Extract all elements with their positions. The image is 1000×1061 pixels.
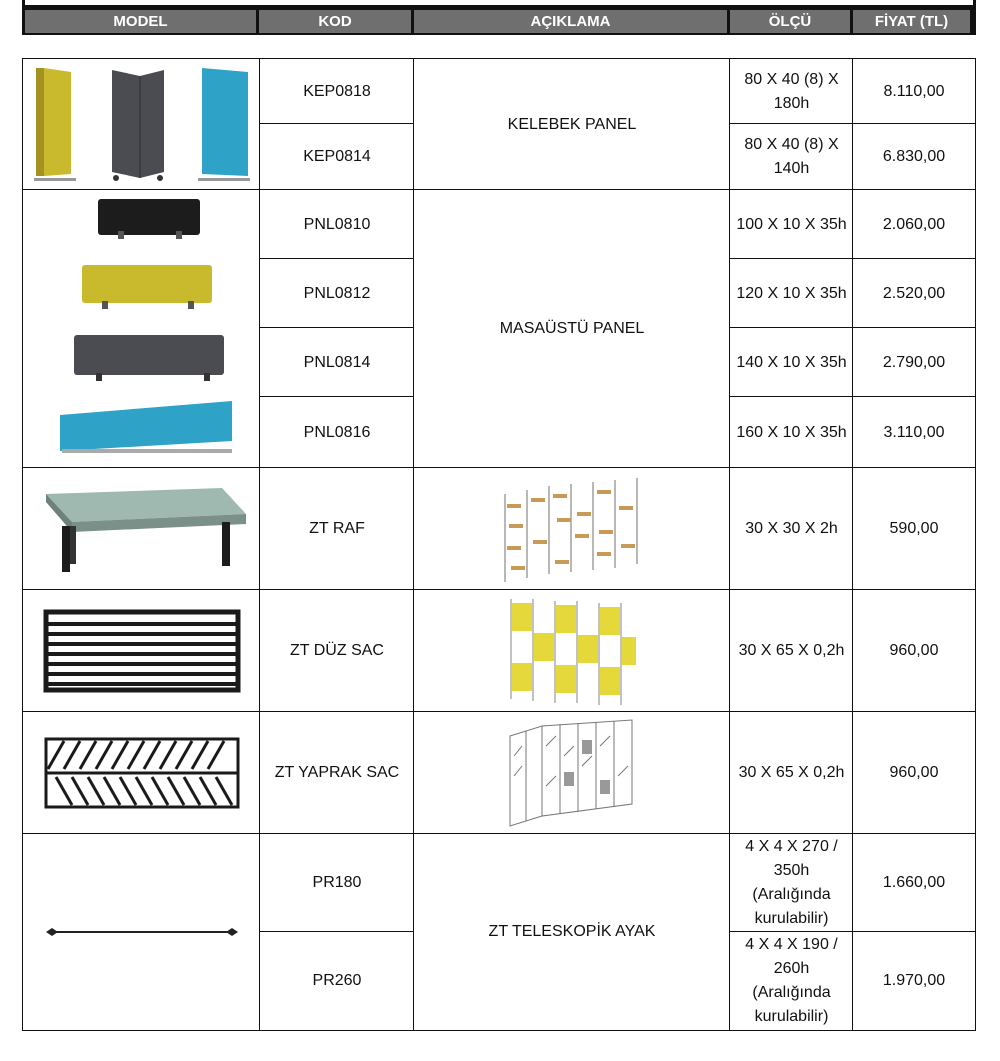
price-cell: 590,00 xyxy=(852,467,976,591)
code-cell: PNL0814 xyxy=(259,327,415,398)
header-kod: KOD xyxy=(259,10,411,33)
description-cell: ZT TELESKOPİK AYAK xyxy=(413,833,731,1031)
group-kelebek xyxy=(22,58,976,191)
code-cell: PNL0812 xyxy=(259,258,415,329)
size-cell: 120 X 10 X 35h xyxy=(729,258,854,329)
size-line: kurulabilir) xyxy=(754,1008,829,1025)
size-line: 4 X 4 X 270 / xyxy=(745,838,838,855)
row-zt-raf xyxy=(22,467,976,591)
size-cell: 80 X 40 (8) X 180h xyxy=(729,58,854,125)
price-cell: 2.790,00 xyxy=(852,327,976,398)
code-cell: PR260 xyxy=(259,931,415,1031)
size-line: 350h xyxy=(773,862,810,879)
price-cell: 1.970,00 xyxy=(852,931,976,1031)
code-cell: KEP0818 xyxy=(259,58,415,125)
price-cell: 8.110,00 xyxy=(852,58,976,125)
size-cell: 100 X 10 X 35h xyxy=(729,189,854,260)
butterfly-panels-image xyxy=(22,58,261,191)
flat-sheet-wall-image xyxy=(413,589,731,713)
code-cell: PNL0816 xyxy=(259,396,415,469)
size-cell: 140 X 10 X 35h xyxy=(729,327,854,398)
description-cell: KELEBEK PANEL xyxy=(413,58,731,191)
leaf-sheet-image xyxy=(22,711,261,835)
code-cell: ZT YAPRAK SAC xyxy=(259,711,415,835)
price-cell: 3.110,00 xyxy=(852,396,976,469)
price-cell: 960,00 xyxy=(852,589,976,713)
size-cell xyxy=(729,931,854,1031)
size-line: (Aralığında xyxy=(752,984,831,1001)
size-cell: 160 X 10 X 35h xyxy=(729,396,854,469)
header-fiyat: FİYAT (TL) xyxy=(853,10,970,33)
group-masaustu xyxy=(22,189,976,469)
top-frame xyxy=(22,0,976,8)
size-cell xyxy=(729,833,854,933)
size-line: 260h xyxy=(773,960,810,977)
size-line: kurulabilir) xyxy=(754,910,829,927)
price-cell: 960,00 xyxy=(852,711,976,835)
telescopic-leg-image xyxy=(22,833,261,1031)
code-cell: PNL0810 xyxy=(259,189,415,260)
header-model: MODEL xyxy=(25,10,256,33)
header-olcu: ÖLÇÜ xyxy=(730,10,850,33)
row-zt-yaprak-sac xyxy=(22,711,976,835)
desktop-panels-image xyxy=(22,189,261,469)
size-cell: 30 X 65 X 0,2h xyxy=(729,589,854,713)
code-cell: PR180 xyxy=(259,833,415,933)
price-cell: 6.830,00 xyxy=(852,123,976,191)
price-cell: 1.660,00 xyxy=(852,833,976,933)
code-cell: ZT RAF xyxy=(259,467,415,591)
shelf-image xyxy=(22,467,261,591)
header-aciklama: AÇIKLAMA xyxy=(414,10,727,33)
shelf-wall-image xyxy=(413,467,731,591)
code-cell: ZT DÜZ SAC xyxy=(259,589,415,713)
row-zt-duz-sac xyxy=(22,589,976,713)
size-cell: 80 X 40 (8) X 140h xyxy=(729,123,854,191)
size-line: (Aralığında xyxy=(752,886,831,903)
description-cell: MASAÜSTÜ PANEL xyxy=(413,189,731,469)
catalog-table xyxy=(22,58,976,1031)
price-cell: 2.520,00 xyxy=(852,258,976,329)
flat-sheet-image xyxy=(22,589,261,713)
table-header xyxy=(22,8,976,35)
size-cell: 30 X 30 X 2h xyxy=(729,467,854,591)
group-teleskopik xyxy=(22,833,976,1031)
price-cell: 2.060,00 xyxy=(852,189,976,260)
size-line: 4 X 4 X 190 / xyxy=(745,936,838,953)
leaf-sheet-wall-image xyxy=(413,711,731,835)
code-cell: KEP0814 xyxy=(259,123,415,191)
size-cell: 30 X 65 X 0,2h xyxy=(729,711,854,835)
